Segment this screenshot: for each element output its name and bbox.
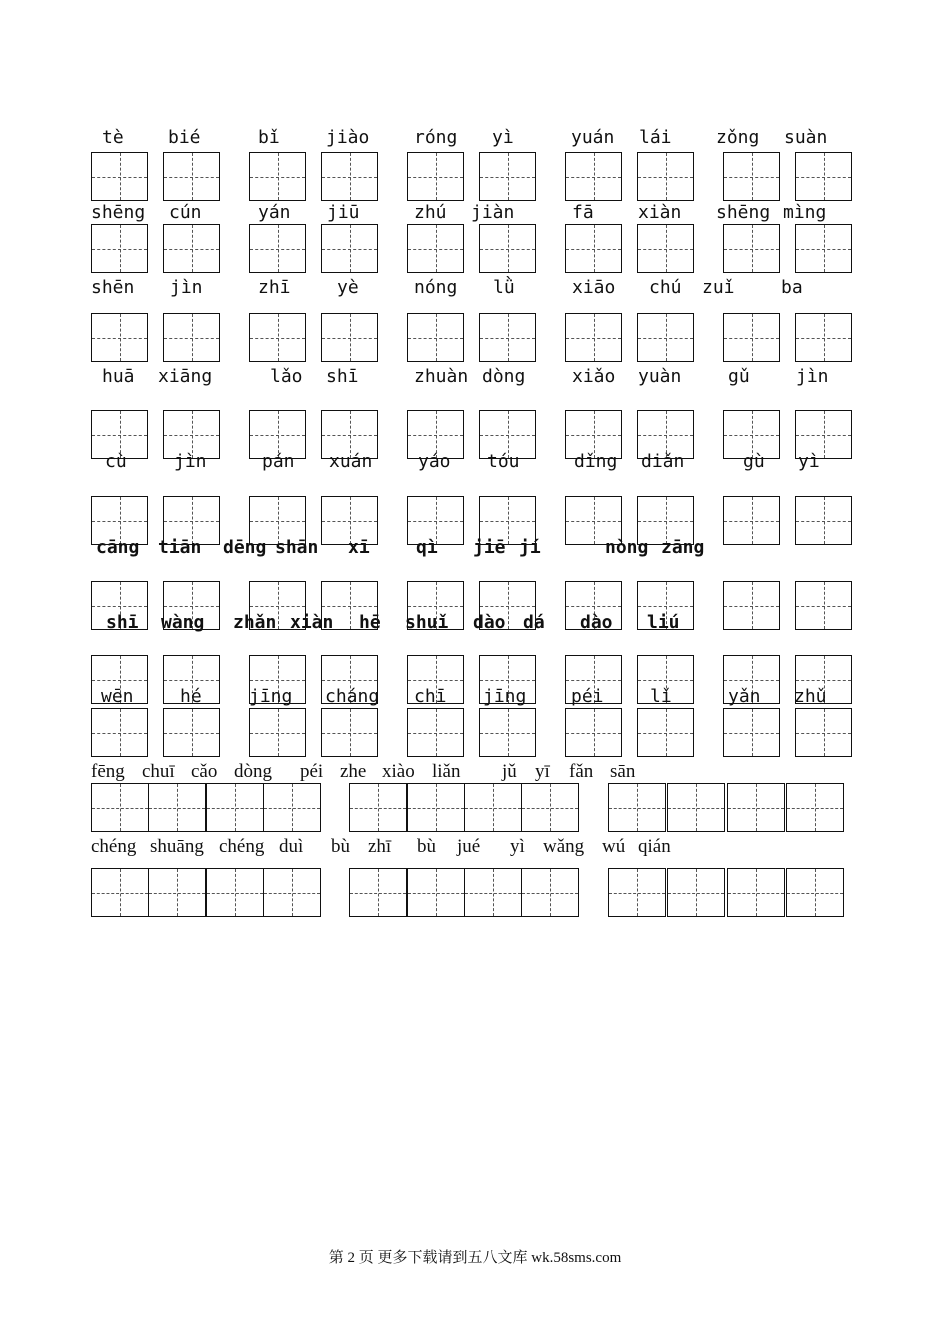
- character-box[interactable]: [723, 313, 780, 362]
- pinyin-label: shī: [106, 612, 139, 633]
- character-box[interactable]: [795, 496, 852, 545]
- pinyin-label: zhǔ: [794, 686, 827, 707]
- character-box[interactable]: [565, 224, 622, 273]
- character-box[interactable]: [479, 224, 536, 273]
- idiom-pinyin-label: chéng: [91, 836, 137, 857]
- character-box[interactable]: [206, 868, 264, 917]
- character-box[interactable]: [407, 708, 464, 757]
- character-box[interactable]: [263, 868, 321, 917]
- pinyin-label: fā: [572, 202, 594, 223]
- character-box[interactable]: [321, 708, 378, 757]
- pinyin-label: shēng: [716, 202, 771, 223]
- pinyin-label: tiān: [158, 537, 202, 558]
- character-box[interactable]: [349, 783, 407, 832]
- character-box[interactable]: [723, 496, 780, 545]
- pinyin-label: qì: [416, 537, 438, 558]
- pinyin-label: xiāng: [158, 366, 213, 387]
- pinyin-label: lǜ: [493, 277, 515, 298]
- character-box[interactable]: [407, 313, 464, 362]
- character-box[interactable]: [163, 313, 220, 362]
- pinyin-label: shān: [275, 537, 319, 558]
- pinyin-label: lǐ: [650, 686, 672, 707]
- pinyin-label: xuán: [329, 451, 373, 472]
- pinyin-label: dēng: [223, 537, 267, 558]
- pinyin-label: cháng: [325, 686, 380, 707]
- pinyin-label: gǔ: [728, 366, 750, 387]
- pinyin-label: shēn: [91, 277, 135, 298]
- pinyin-label: dǐng: [574, 451, 618, 472]
- page-footer: 第 2 页 更多下载请到五八文库 wk.58sms.com: [328, 1250, 622, 1266]
- idiom-pinyin-label: shuāng: [150, 836, 204, 857]
- character-box[interactable]: [479, 313, 536, 362]
- idiom-pinyin-label: cǎo: [191, 761, 218, 782]
- pinyin-label: lái: [639, 127, 672, 148]
- pinyin-label: dá: [523, 612, 545, 633]
- character-box[interactable]: [249, 708, 306, 757]
- character-box[interactable]: [667, 868, 725, 917]
- pinyin-label: zhǎn: [233, 612, 277, 633]
- idiom-pinyin-label: bù: [331, 836, 350, 857]
- character-box[interactable]: [637, 313, 694, 362]
- idiom-pinyin-label: yī: [535, 761, 550, 782]
- character-box[interactable]: [91, 224, 148, 273]
- character-box[interactable]: [637, 152, 694, 201]
- pinyin-label: mìng: [783, 202, 827, 223]
- idiom-pinyin-label: fēng: [91, 761, 125, 782]
- pinyin-label: yè: [337, 277, 359, 298]
- pinyin-label: hē: [359, 612, 381, 633]
- character-box[interactable]: [321, 152, 378, 201]
- character-box[interactable]: [521, 868, 579, 917]
- character-box[interactable]: [263, 783, 321, 832]
- idiom-pinyin-label: jué: [457, 836, 481, 857]
- character-box[interactable]: [407, 224, 464, 273]
- character-box[interactable]: [637, 224, 694, 273]
- pinyin-label: diǎn: [641, 451, 685, 472]
- idiom-pinyin-label: chéng: [219, 836, 265, 857]
- character-box[interactable]: [479, 708, 536, 757]
- pinyin-label: róng: [414, 127, 458, 148]
- pinyin-label: zǒng: [716, 127, 760, 148]
- character-box[interactable]: [349, 868, 407, 917]
- pinyin-label: bié: [168, 127, 201, 148]
- character-box[interactable]: [249, 152, 306, 201]
- pinyin-label: yán: [258, 202, 291, 223]
- pinyin-label: dào: [473, 612, 506, 633]
- character-box[interactable]: [795, 581, 852, 630]
- pinyin-label: wàng: [161, 612, 205, 633]
- character-box[interactable]: [148, 783, 206, 832]
- character-box[interactable]: [608, 868, 666, 917]
- pinyin-label: zāng: [661, 537, 705, 558]
- pinyin-label: zhú: [414, 202, 447, 223]
- character-box[interactable]: [163, 224, 220, 273]
- character-box[interactable]: [795, 708, 852, 757]
- pinyin-label: zhī: [258, 277, 291, 298]
- idiom-pinyin-label: qián: [638, 836, 671, 857]
- pinyin-label: dòng: [482, 366, 526, 387]
- pinyin-label: dào: [580, 612, 613, 633]
- character-box[interactable]: [407, 868, 465, 917]
- pinyin-label: shī: [326, 366, 359, 387]
- character-box[interactable]: [249, 313, 306, 362]
- pinyin-label: chú: [649, 277, 682, 298]
- pinyin-label: jí: [519, 537, 541, 558]
- pinyin-label: yǎn: [728, 686, 761, 707]
- pinyin-label: yì: [492, 127, 514, 148]
- character-box[interactable]: [91, 868, 149, 917]
- pinyin-label: yuán: [571, 127, 615, 148]
- pinyin-label: cù: [105, 451, 127, 472]
- character-box[interactable]: [206, 783, 264, 832]
- pinyin-label: xī: [348, 537, 370, 558]
- pinyin-label: bǐ: [258, 127, 280, 148]
- pinyin-label: jiū: [327, 202, 360, 223]
- idiom-pinyin-label: chuī: [142, 761, 175, 782]
- character-box[interactable]: [148, 868, 206, 917]
- character-box[interactable]: [637, 708, 694, 757]
- character-box[interactable]: [723, 224, 780, 273]
- pinyin-label: nóng: [414, 277, 458, 298]
- idiom-pinyin-label: péi: [300, 761, 324, 782]
- character-box[interactable]: [723, 581, 780, 630]
- pinyin-label: jīng: [249, 686, 293, 707]
- idiom-pinyin-label: yì: [510, 836, 525, 857]
- character-box[interactable]: [407, 783, 465, 832]
- pinyin-label: jiē: [473, 537, 506, 558]
- pinyin-label: zuǐ: [702, 277, 735, 298]
- character-box[interactable]: [667, 783, 725, 832]
- pinyin-label: péi: [571, 686, 604, 707]
- character-box[interactable]: [727, 783, 785, 832]
- character-box[interactable]: [565, 152, 622, 201]
- idiom-pinyin-label: fǎn: [569, 761, 594, 782]
- pinyin-label: tè: [102, 127, 124, 148]
- character-box[interactable]: [91, 783, 149, 832]
- character-box[interactable]: [795, 313, 852, 362]
- pinyin-label: shuǐ: [405, 612, 449, 633]
- pinyin-label: suàn: [784, 127, 828, 148]
- character-box[interactable]: [91, 708, 148, 757]
- pinyin-label: cún: [169, 202, 202, 223]
- pinyin-label: jiàn: [471, 202, 515, 223]
- pinyin-label: xiàn: [638, 202, 682, 223]
- character-box[interactable]: [91, 313, 148, 362]
- pinyin-label: huā: [102, 366, 135, 387]
- pinyin-label: yáo: [418, 451, 451, 472]
- character-box[interactable]: [464, 783, 522, 832]
- pinyin-label: shēng: [91, 202, 146, 223]
- pinyin-label: liú: [647, 612, 680, 633]
- pinyin-label: xiǎo: [572, 366, 616, 387]
- pinyin-label: wēn: [101, 686, 134, 707]
- character-box[interactable]: [321, 224, 378, 273]
- idiom-pinyin-label: duì: [279, 836, 304, 857]
- pinyin-label: xiàn: [290, 612, 334, 633]
- idiom-pinyin-label: sān: [610, 761, 636, 782]
- character-box[interactable]: [565, 708, 622, 757]
- character-box[interactable]: [479, 152, 536, 201]
- idiom-pinyin-label: zhe: [340, 761, 367, 782]
- character-box[interactable]: [521, 783, 579, 832]
- idiom-pinyin-label: dòng: [234, 761, 272, 782]
- pinyin-label: chī: [414, 686, 447, 707]
- character-box[interactable]: [464, 868, 522, 917]
- idiom-pinyin-label: zhī: [368, 836, 392, 857]
- pinyin-label: jīng: [483, 686, 527, 707]
- idiom-pinyin-label: wǎng: [543, 836, 585, 857]
- character-box[interactable]: [727, 868, 785, 917]
- pinyin-label: xiāo: [572, 277, 616, 298]
- character-box[interactable]: [407, 152, 464, 201]
- character-box[interactable]: [795, 152, 852, 201]
- pinyin-label: tóu: [487, 451, 520, 472]
- idiom-pinyin-label: xiào: [382, 761, 415, 782]
- pinyin-label: jiào: [326, 127, 370, 148]
- pinyin-label: pán: [262, 451, 295, 472]
- pinyin-label: jìn: [796, 366, 829, 387]
- character-box[interactable]: [608, 783, 666, 832]
- pinyin-label: zhuàn: [414, 366, 469, 387]
- character-box[interactable]: [249, 224, 306, 273]
- character-box[interactable]: [321, 313, 378, 362]
- character-box[interactable]: [786, 783, 844, 832]
- pinyin-label: lǎo: [270, 366, 303, 387]
- pinyin-label: ba: [781, 277, 803, 298]
- pinyin-label: gù: [743, 451, 765, 472]
- character-box[interactable]: [163, 152, 220, 201]
- pinyin-label: yì: [798, 451, 820, 472]
- pinyin-label: cāng: [96, 537, 140, 558]
- idiom-pinyin-label: bù: [417, 836, 436, 857]
- character-box[interactable]: [786, 868, 844, 917]
- character-box[interactable]: [723, 708, 780, 757]
- character-box[interactable]: [91, 152, 148, 201]
- character-box[interactable]: [723, 152, 780, 201]
- idiom-pinyin-label: liǎn: [432, 761, 461, 782]
- pinyin-label: jìn: [174, 451, 207, 472]
- pinyin-label: yuàn: [638, 366, 682, 387]
- idiom-pinyin-label: jǔ: [502, 761, 517, 782]
- character-box[interactable]: [163, 708, 220, 757]
- pinyin-label: hé: [180, 686, 202, 707]
- idiom-pinyin-label: wú: [602, 836, 626, 857]
- character-box[interactable]: [565, 313, 622, 362]
- character-box[interactable]: [795, 224, 852, 273]
- pinyin-label: nòng: [605, 537, 649, 558]
- pinyin-label: jìn: [170, 277, 203, 298]
